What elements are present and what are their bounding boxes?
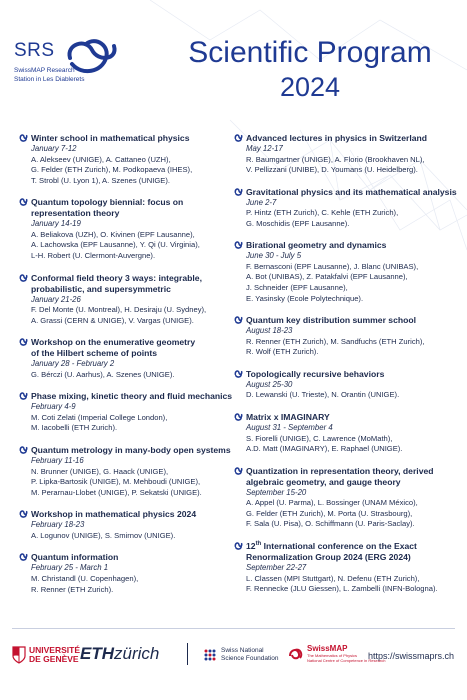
program-entry [234,240,458,304]
snsf-logo [203,647,278,662]
organizers-line: M. Perarnau-Llobet (UNIGE), P. Sekatski (UNIGE). [31,487,202,497]
swissmap-name: SwissMAP [307,644,348,653]
knot-bullet-icon [234,240,243,250]
program-entry [19,552,237,595]
unige-line-1: UNIVERSITÉ [29,645,81,655]
program-entry [234,315,458,358]
entry-title-line: Gravitational physics and its mathematical analysis [246,186,457,197]
entry-date: January 14-19 [31,219,81,229]
entry-title-line: Quantum key distribution summer school [246,315,416,326]
organizers-line: G. Felder (ETH Zurich), M. Podkopaeva (IHES), [31,165,193,175]
entry-title-line: Workshop in mathematical physics 2024 [31,509,197,520]
organizers-line: V. Pellizzani (UNIBE), D. Youmans (U. Heidelberg). [246,165,418,175]
entry-date: January 21-26 [31,294,81,304]
entry-title [19,197,237,219]
knot-bullet-icon [19,197,28,207]
entry-title-line: algebraic geometry, and gauge theory [246,476,401,487]
entry-title [19,337,237,359]
program-entry [19,273,237,327]
entry-title-line: International conference on the Exact [261,541,417,551]
entry-title [234,315,458,326]
eth-rest: zürich [114,644,160,663]
entry-title-line: representation theory [31,208,120,219]
logo-subtitle-2: Station in Les Diablerets [14,76,85,83]
entry-title-line: Phase mixing, kinetic theory and fluid mechanics [31,391,233,402]
knot-bullet-icon [19,133,28,143]
organizers-line: R. Baumgartner (UNIGE), A. Florio (Brookhaven NL), [246,154,425,164]
entry-title [234,133,458,144]
entry-title-line: of the Hilbert scheme of points [31,348,158,359]
organizers-line: T. Strobl (U. Lyon 1), A. Szenes (UNIGE). [31,175,170,185]
entry-date: June 2-7 [246,197,277,207]
organizers-line: A. Appel (U. Parma), L. Bossinger (UNAM México), [246,498,418,508]
program-entry [234,133,458,176]
entry-date: September 22-27 [246,563,307,572]
organizers-line: P. Lipka-Bartosik (UNIGE), M. Mehboudi (UNIGE), [31,477,201,487]
knot-bullet-icon [234,466,243,476]
organizers-line: A. Lachowska (EPF Lausanne), Y. Qi (U. Virginia), [31,240,200,250]
left-column [19,133,237,606]
knot-bullet-icon [19,391,28,401]
knot-bullet-icon [19,509,28,519]
entry-title-line: Conformal field theory 3 ways: integrable, [31,272,202,283]
organizers-line: M. Coti Zelati (Imperial College London), [31,412,168,422]
knot-bullet-icon [19,445,28,455]
entry-title [19,133,237,144]
snsf-line-2: Science Foundation [221,654,279,662]
page-year: 2024 [279,72,341,102]
organizers-line: G. Felder (ETH Zurich), M. Porta (U. Strasbourg), [246,508,413,518]
organizers-line: R. Wolf (ETH Zurich). [246,347,319,357]
organizers-line: M. Iacobelli (ETH Zurich). [31,423,118,433]
entry-date: February 25 - March 1 [31,563,109,573]
program-entry [234,369,458,401]
swissmap-line-3: National Centre of Competence in Research [307,658,386,663]
eth-logo [80,644,159,664]
entry-title-line: Quantum metrology in many-body open systems [31,445,231,456]
organizers-line: D. Lewanski (U. Trieste), N. Orantin (UNIGE). [246,390,400,400]
knot-bullet-icon [234,133,243,143]
header [0,0,467,125]
program-entry [19,337,237,380]
knot-bullet-icon [234,541,243,551]
organizers-line: A. Beliakova (UZH), O. Kivinen (EPF Lausanne), [31,229,195,239]
organizers-line: J. Schneider (EPF Lausanne), [246,283,348,293]
program-entry [19,391,237,434]
entry-title [234,369,458,380]
entry-date: May 12-17 [246,144,283,153]
snsf-line-1: Swiss National [221,647,264,654]
program-entry [234,541,458,595]
entry-title [234,240,458,251]
entry-date: August 25-30 [246,379,293,389]
organizers-line: F. Rennecke (JLU Giessen), L. Zambelli (INFN-Bologna). [246,584,438,594]
logo-subtitle-1: SwissMAP Research [14,67,75,74]
organizers-line: F. Bernasconi (EPF Lausanne), J. Blanc (UNIBAS), [246,261,419,271]
entry-title-line: Topologically recursive behaviors [246,368,385,379]
knot-bullet-icon [19,552,28,562]
organizers-line: R. Renner (ETH Zurich), M. Sandfuchs (ETH Zurich), [246,336,425,346]
knot-bullet-icon [234,369,243,379]
footer-divider [12,628,455,629]
organizers-line: A. Alekseev (UNIGE), A. Cattaneo (UZH), [31,154,171,164]
entry-date: August 18-23 [246,326,293,336]
organizers-line: L. Classen (MPI Stuttgart), N. Defenu (ETH Zurich), [246,573,420,583]
snsf-dots-icon [203,648,217,662]
entry-title-line: Renormalization Group 2024 (ERG 2024) [246,552,411,562]
organizers-line: S. Fiorelli (UNIGE), C. Lawrence (MoMath), [246,433,393,443]
program-entry [19,133,237,186]
entry-title-line: Advanced lectures in physics in Switzerland [246,133,428,143]
entry-title [19,273,237,295]
program-entry [234,466,458,530]
entry-title [19,509,237,520]
entry-title [234,541,458,563]
eth-bold: ETH [80,644,114,663]
entry-title-line: Quantum topology biennial: focus on [31,197,184,208]
footer [0,628,467,700]
organizers-line: G. Bérczi (U. Aarhus), A. Szenes (UNIGE). [31,369,175,379]
knot-bullet-icon [19,273,28,283]
page-title: Scientific Program [188,36,432,69]
knot-bullet-icon [234,187,243,197]
program-entry [19,197,237,261]
knot-bullet-icon [19,337,28,347]
organizers-line: N. Brunner (UNIGE), G. Haack (UNIGE), [31,466,169,476]
entry-title-line: Winter school in mathematical physics [31,133,190,143]
logo-text: SRS [14,40,55,61]
entry-date: February 4-9 [31,402,76,412]
knot-bullet-icon [234,315,243,325]
crest-icon [12,646,26,664]
organizers-line: G. Moschidis (EPF Lausanne). [246,218,350,228]
program-entry [19,445,237,498]
entry-date: June 30 - July 5 [246,251,302,261]
entry-title-line: Birational geometry and dynamics [246,240,387,251]
entry-title-sup: th [255,541,262,548]
unige-logo [12,646,80,664]
entry-date: February 18-23 [31,520,85,530]
program-entry [234,412,458,455]
logo-divider [187,643,188,665]
entry-title-line: Quantum information [31,552,119,563]
entry-title-line: Quantization in representation theory, derived [246,465,434,476]
entry-title-line: Matrix x IMAGINARY [246,412,330,423]
organizers-line: F. Sala (U. Pisa), O. Schiffmann (U. Paris-Saclay). [246,519,415,529]
entry-title [234,466,458,488]
organizers-line: F. Del Monte (U. Montreal), H. Desiraju (U. Sydney), [31,305,207,315]
organizers-line: A. Bot (UNIBAS), Z. Patakfalvi (EPF Lausanne), [246,272,408,282]
organizers-line: E. Yasinsky (Ecole Polytechnique). [246,293,364,303]
entry-title [19,552,237,563]
entry-date: September 15-20 [246,487,307,497]
knot-bullet-icon [234,412,243,422]
swissmap-knot-icon [288,646,304,662]
entry-title [234,187,458,198]
entry-date: August 31 - September 4 [246,423,333,433]
unige-line-2: DE GENÈVE [29,654,79,664]
organizers-line: R. Renner (ETH Zurich). [31,584,114,594]
organizers-line: A. Grassi (CERN & UNIGE), V. Vargas (UNIGE). [31,315,194,325]
entry-date: February 11-16 [31,456,84,466]
entry-title-line: Workshop on the enumerative geometry [31,337,196,348]
website-link[interactable]: https://swissmaprs.ch [368,651,455,661]
organizers-line: M. Christandl (U. Copenhagen), [31,573,139,583]
entry-title [19,445,237,456]
entry-title [234,412,458,423]
program-entry [234,187,458,230]
swissmap-line-2: The Mathematics of Physics [307,653,358,658]
right-column [234,133,458,606]
entry-title-line: probabilistic, and supersymmetric [31,283,171,294]
srs-logo [14,36,144,126]
entry-title-number: 12 [246,541,256,551]
organizers-line: A. Logunov (UNIGE), S. Smirnov (UNIGE). [31,530,176,540]
organizers-line: P. Hintz (ETH Zurich), C. Kehle (ETH Zurich), [246,208,399,218]
entry-date: January 28 - February 2 [31,359,115,369]
entry-title [19,391,237,402]
organizers-line: A.D. Matt (IMAGINARY), E. Raphael (UNIGE). [246,444,403,454]
program-entry [19,509,237,541]
organizers-line: L-H. Robert (U. Clermont-Auvergne). [31,250,156,260]
entry-date: January 7-12 [31,144,77,153]
